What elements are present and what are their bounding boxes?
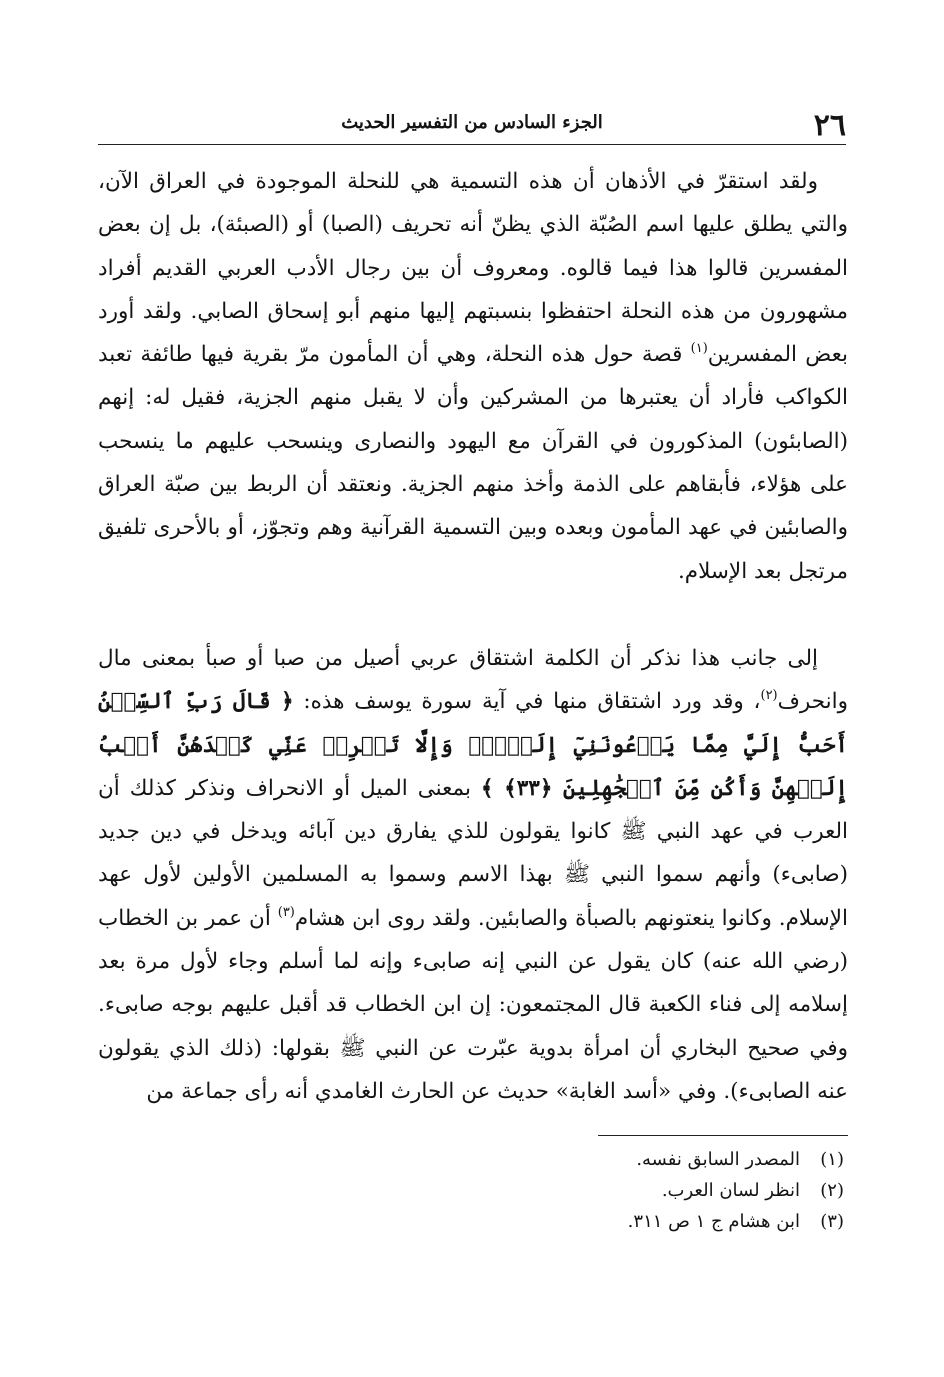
quran-verse: ﴿ قَالَ رَبِّ ٱلسِّجۡنُ أَحَبُّ إِلَيَّ مِمَّا يَدۡعُونَنِيٓ إِلَيۡهِۖ وَإِلَّا تَصۡرِفۡ عَنِّي كَيۡدَهُنَّ أَصۡبُ إِلَيۡهِنَّ وَأَكُن مِّنَ ٱلۡجَٰهِلِينَ ﴿٣٣﴾ ﴾: [98, 689, 849, 801]
paragraph-2: [98, 637, 848, 1113]
footnotes: [98, 1135, 848, 1237]
paragraph-1-text-continued: قصة حول هذه النحلة، وهي أن المأمون مرّ بقرية فيها طائفة تعبد الكواكب فأراد أن يعتبرها من المشركين وأن لا يقبل منهم الجزية، فقيل له: إنهم (الصابئون) المذكورون في القرآن مع اليهود والنصارى وينسحب عليهم ما ينسحب على هؤلاء، فأبقاهم على الذمة وأخذ منهم الجزية. ونعتقد أن الربط بين صبّة العراق والصابئين في عهد المأمون وبعده وبين التسمية القرآنية وهم وتجوّز، أو بالأحرى تلفيق مرتجل بعد الإسلام.: [98, 342, 848, 584]
paragraph-2-text: إلى جانب هذا نذكر أن الكلمة اشتقاق عربي أصيل من صبا أو صبأ بمعنى مال وانحرف: [98, 645, 848, 715]
footnote-ref-1: (١): [690, 341, 708, 357]
footnote-number: (٢): [820, 1180, 844, 1201]
body-text: [98, 160, 848, 1113]
footnote-3: [98, 1206, 848, 1237]
paragraph-1: [98, 160, 848, 593]
footnote-ref-3: (٣): [277, 904, 295, 920]
footnote-number: (١): [820, 1149, 844, 1170]
footnote-2: [98, 1175, 848, 1206]
footnote-1: [98, 1144, 848, 1175]
paragraph-2-text-after-verse: بمعنى الميل أو الانحراف ونذكر كذلك أن العرب في عهد النبي ﷺ كانوا يقولون للذي يفارق دين آبائه ويدخل في دين جديد (صابىء) وأنهم سموا النبي ﷺ بهذا الاسم وسموا به المسلمين الأولين لأول عهد الإسلام. وكانوا ينعتونهم بالصبأة والصابئين. ولقد روى ابن هشام: [98, 775, 848, 931]
running-title: الجزء السادس من التفسير الحديث: [341, 112, 603, 133]
footnote-ref-2: (٢): [760, 688, 778, 704]
footnote-number: (٣): [820, 1211, 844, 1232]
footnote-text: المصدر السابق نفسه.: [636, 1149, 800, 1170]
page-number: ٢٦: [813, 108, 846, 143]
footnote-divider: [598, 1135, 848, 1136]
paragraph-2-text-mid: ، وقد ورد اشتقاق منها في آية سورة يوسف هذه:: [293, 689, 761, 715]
paragraph-1-text: ولقد استقرّ في الأذهان أن هذه التسمية هي للنحلة الموجودة في العراق الآن، والتي يطلق عليها اسم الصُبّة الذي يظنّ أنه تحريف (الصبا) أو (الصبئة)، بل إن بعض المفسرين قالوا هذا فيما قالوه. ومعروف أن بين رجال الأدب العربي القديم أفراد مشهورون من هذه النحلة احتفظوا بنسبتهم إليها منهم أبو إسحاق الصابي. ولقد أورد بعض المفسرين: [98, 169, 848, 368]
footnote-text: انظر لسان العرب.: [661, 1180, 800, 1201]
footnote-text: ابن هشام ج ١ ص ٣١١.: [627, 1211, 800, 1232]
page-header: [98, 104, 846, 145]
paragraph-2-text-end: أن عمر بن الخطاب (رضي الله عنه) كان يقول عن النبي إنه صابىء وإنه لما أسلم وجاء لأول مرة بعد إسلامه إلى فناء الكعبة قال المجتمعون: إن ابن الخطاب قد أقبل عليهم بوجه صابىء. وفي صحيح البخاري أن امرأة بدوية عبّرت عن النبي ﷺ بقولها: (ذلك الذي يقولون عنه الصابىء). وفي «أسد الغابة» حديث عن الحارث الغامدي أنه رأى جماعة من: [98, 905, 848, 1104]
